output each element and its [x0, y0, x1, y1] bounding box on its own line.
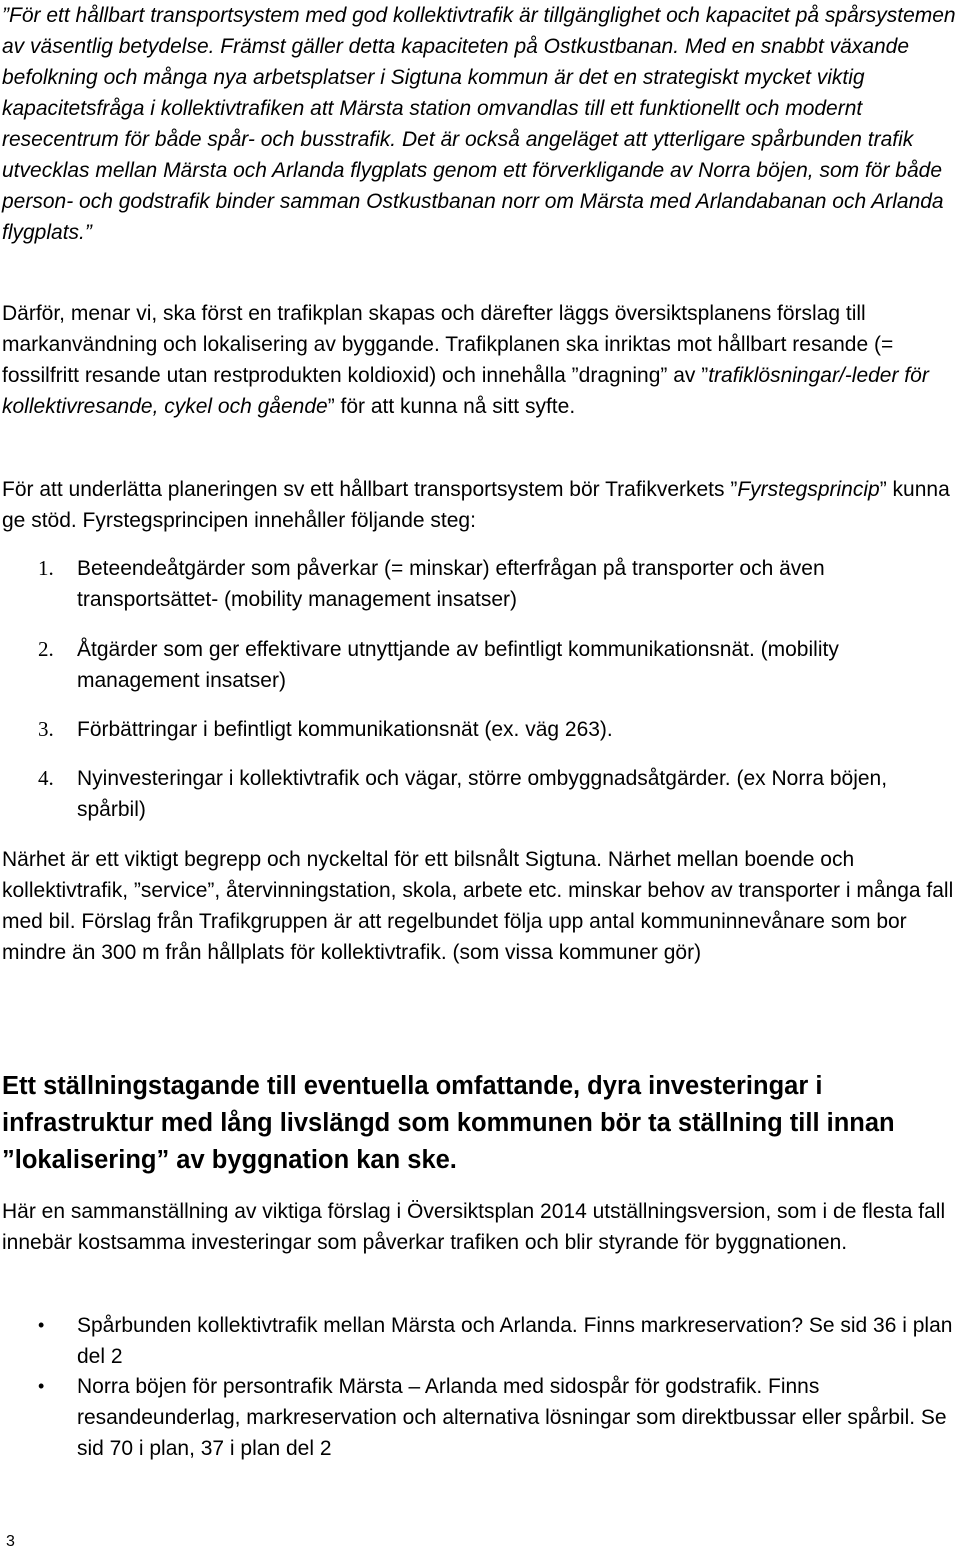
summary-paragraph: Här en sammanställning av viktiga förslag i Översiktsplan 2014 utställningsversion, som i de flesta fall innebär kostsamma investeringar som påverkar trafiken och blir styrande för byggnationen.	[2, 1200, 946, 1254]
step-number: 3.	[38, 717, 54, 741]
trafikplan-text-a: Därför, menar vi, ska först en trafikplan skapas och därefter läggs översiktsplanens förslag till markanvändning och lokalisering av byggande. Trafikplanen ska inriktas mot hållbart resande (= fossilfritt resande utan restprodukten koldioxid) och innehålla ”dragning” av ”	[2, 302, 894, 387]
narhet-paragraph: Närhet är ett viktigt begrepp och nyckeltal för ett bilsnålt Sigtuna. Närhet mellan boende och kollektivtrafik, ”service”, återvinningstation, skola, arbete etc. minskar behov av transporter i många fall med bil. Förslag från Trafikgruppen är att regelbundet följa upp antal kommuninnevånare som bor mindre än 300 m från hållplats för kollektivtrafik. (som vissa kommuner gör)	[2, 848, 954, 964]
step-number: 4.	[38, 766, 54, 790]
step-text: Åtgärder som ger effektivare utnyttjande av befintligt kommunikationsnät. (mobility management insatser)	[77, 638, 839, 692]
bullet-text: Norra böjen för persontrafik Märsta – Arlanda med sidospår för godstrafik. Finns resandeunderlag, markreservation och alternativa lösningar som direktbussar eller spårbil. Se sid 70 i plan, 37 i plan del 2	[77, 1375, 947, 1460]
fyrsteg-paragraph	[2, 474, 958, 536]
bullet-icon: •	[38, 1315, 45, 1335]
fyrsteg-text-a: För att underlätta planeringen sv ett hållbart transportsystem bör Trafikverkets ”	[2, 478, 738, 501]
trafikplan-text-c: ” för att kunna nå sitt syfte.	[327, 395, 576, 418]
step-number: 1.	[38, 556, 54, 580]
step-text: Förbättringar i befintligt kommunikationsnät (ex. väg 263).	[77, 718, 613, 741]
trafikplan-text-italic: trafiklösningar/-leder för kollektivresande, cykel och gående	[2, 364, 929, 418]
step-text: Nyinvesteringar i kollektivtrafik och vägar, större ombyggnadsåtgärder. (ex Norra böjen, spårbil)	[77, 767, 888, 821]
step-number: 2.	[38, 637, 54, 661]
trafikplan-paragraph	[2, 298, 958, 422]
quote-part-1: ”För ett hållbart transportsystem med god kollektivtrafik är tillgänglighet och kapacitet på spårsystemen av väsentlig betydelse. Främst gäller detta kapaciteten på Ostkustbanan. Med en snabbt växande befolkning och många nya arbetsplatser i Sigtuna kommun är det en strategiskt mycket viktig kapacitetsfråga i kollektivtrafiken att Märsta station omvandlas till ett funktionellt och modernt resecentrum för både spår- och busstrafik.	[2, 4, 956, 151]
section-heading: Ett ställningstagande till eventuella omfattande, dyra investeringar i infrastruktur med lång livslängd som kommunen bör ta ställning till innan ”lokalisering” av byggnation kan ske.	[2, 1072, 895, 1174]
bullet-icon: •	[38, 1376, 45, 1396]
quote-part-2: Det är också angeläget att ytterligare spårbunden trafik utvecklas mellan Märsta och Arlanda flygplats genom ett förverkligande av Norra böjen, som för både person- och godstrafik binder samman Ostkustbanan norr om Märsta med Arlandabanan och Arlanda flygplats.”	[2, 128, 944, 244]
fyrsteg-text-italic: Fyrstegsprincip	[737, 478, 880, 501]
page-number: 3	[6, 1533, 15, 1550]
step-text: Beteendeåtgärder som påverkar (= minskar) efterfrågan på transporter och även transportsättet- (mobility management insatser)	[77, 557, 825, 611]
bullet-text: Spårbunden kollektivtrafik mellan Märsta och Arlanda. Finns markreservation? Se sid 36 i plan del 2	[77, 1314, 953, 1368]
quote-paragraph	[2, 0, 958, 248]
fyrsteg-text-c: ” kunna ge stöd. Fyrstegsprincipen innehåller följande steg:	[2, 478, 950, 532]
